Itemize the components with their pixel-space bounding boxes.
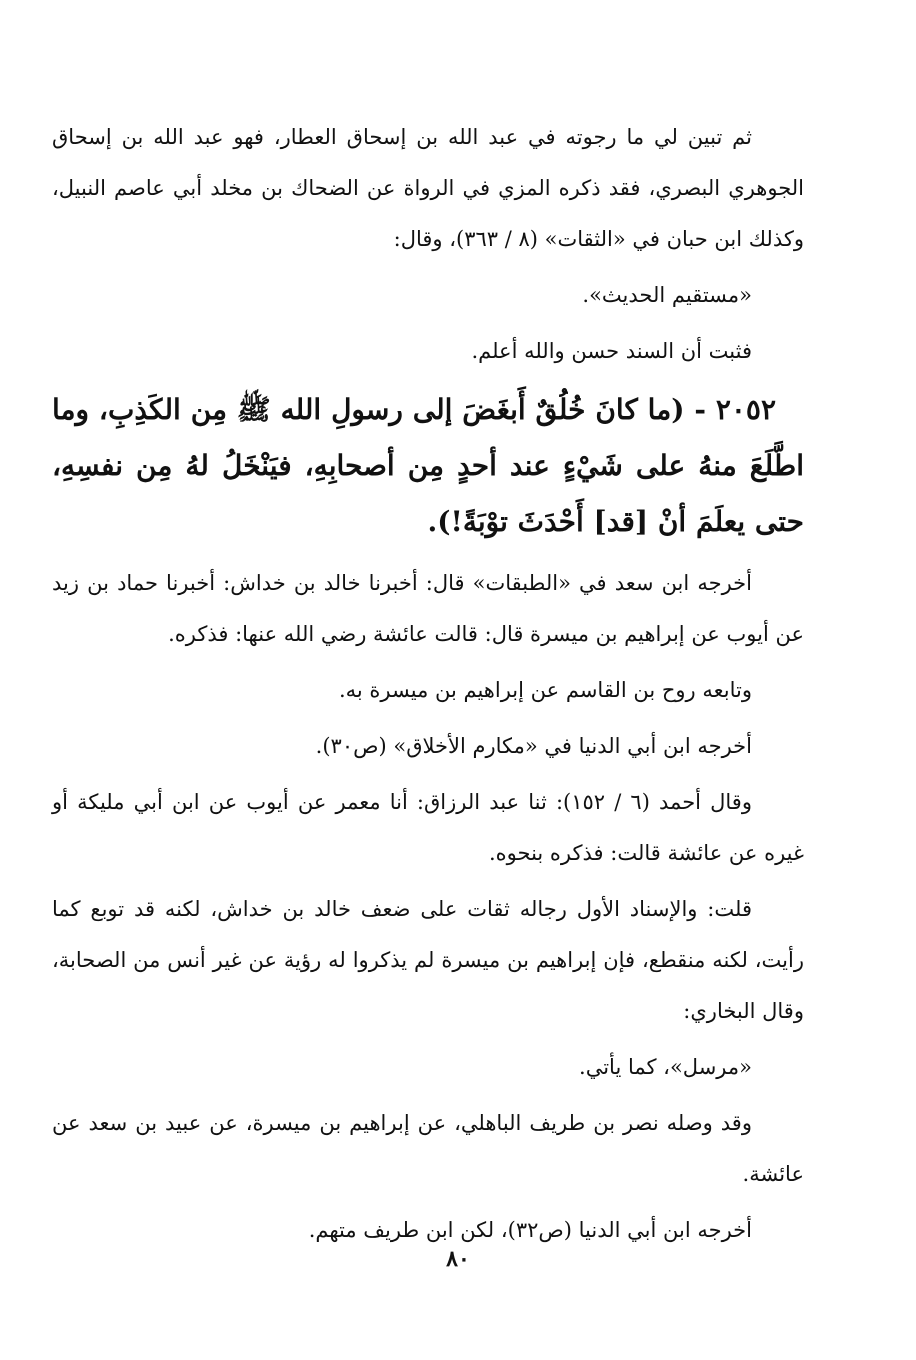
paragraph-ahmad: وقال أحمد (٦ / ١٥٢): ثنا عبد الرزاق: أنا معمر عن أيوب عن ابن أبي مليكة أو غيره عن عائشة قالت: فذكره بنحوه. [52,790,804,865]
page-body [52,112,804,1261]
paragraph-ibn-saad: أخرجه ابن سعد في «الطبقات» قال: أخبرنا خالد بن خداش: أخبرنا حماد بن زيد عن أيوب عن إبراهيم بن ميسرة قال: قالت عائشة رضي الله عنها: فذكره. [52,571,804,646]
paragraph-quote-mustaqim: «مستقيم الحديث». [582,283,752,307]
paragraph-ibn-abi-dunya-makarim: أخرجه ابن أبي الدنيا في «مكارم الأخلاق» (ص٣٠). [315,734,752,758]
paragraph-ibn-abi-dunya-32: أخرجه ابن أبي الدنيا (ص٣٢)، لكن ابن طريف متهم. [308,1218,752,1242]
paragraph-quote-mursal: «مرسل»، كما يأتي. [579,1055,752,1079]
paragraph-intro: ثم تبين لي ما رجوته في عبد الله بن إسحاق العطار، فهو عبد الله بن إسحاق الجوهري البصري، فقد ذكره المزي في الرواة عن الضحاك بن مخلد أبي عاصم النبيل، وكذلك ابن حبان في «الثقات» (٨ / ٣٦٣)، وقال: [52,125,804,251]
paragraph-nasr: وقد وصله نصر بن طريف الباهلي، عن إبراهيم بن ميسرة، عن عبيد بن سعد عن عائشة. [52,1111,804,1186]
paragraph-rawh: وتابعه روح بن القاسم عن إبراهيم بن ميسرة به. [338,678,752,702]
paragraph-commentary: قلت: والإسناد الأول رجاله ثقات على ضعف خالد بن خداش، لكنه قد توبع كما رأيت، لكنه منقطع، فإن إبراهيم بن ميسرة لم يذكروا له رؤية عن غير أنس من الصحابة، وقال البخاري: [52,897,804,1023]
hadith-heading: ٢٠٥٢ - (ما كانَ خُلُقٌ أَبغَضَ إلى رسولِ الله ﷺ مِن الكَذِبِ، وما اطَّلَعَ منهُ على شَيْءٍ عند أحدٍ مِن أصحابِهِ، فيَنْخَلُ لهُ مِن نفسِهِ، حتى يعلَمَ أنْ [قد] أَحْدَثَ توْبَةً!). [52,393,804,538]
page-number: ٨٠ [446,1246,470,1272]
paragraph-conclusion: فثبت أن السند حسن والله أعلم. [471,339,752,363]
